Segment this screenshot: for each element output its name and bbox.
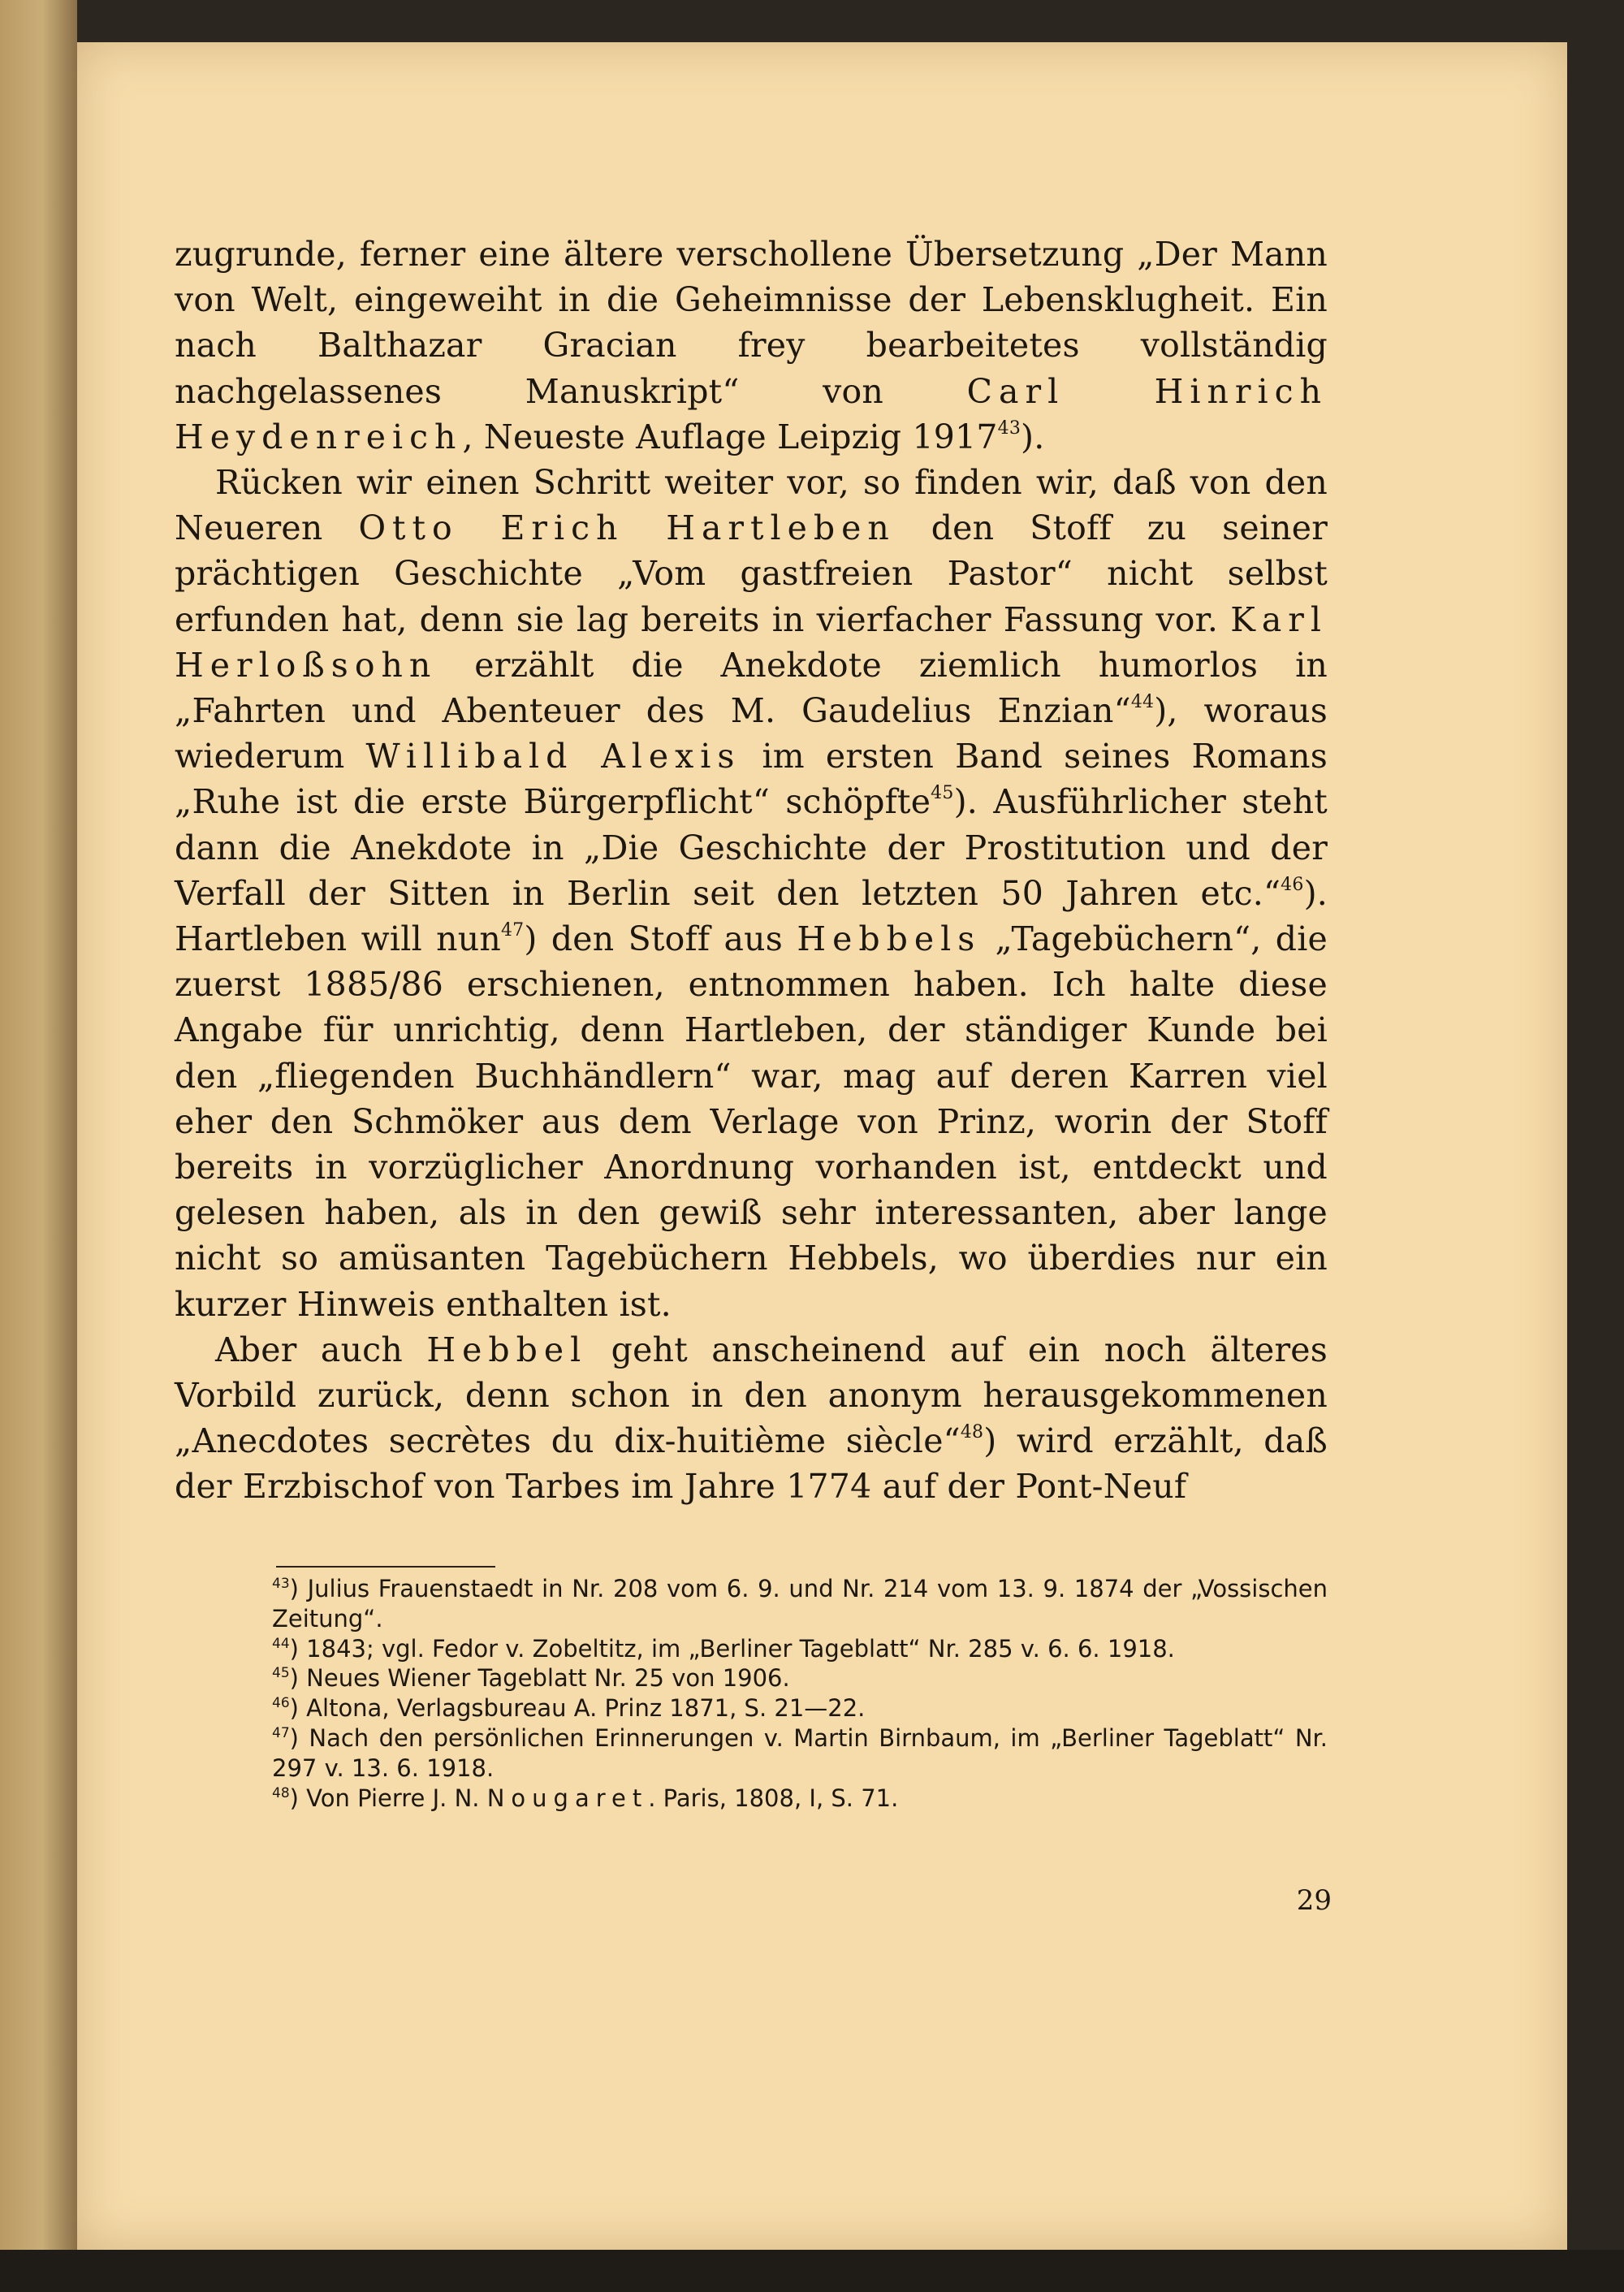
text-run: Rücken wir einen Schritt weiter vor, so finden wir, daß von den Neueren [175,463,1328,548]
footnote-48 [272,1784,1328,1814]
text-run: „Tagebüchern“, die zuerst 1885/86 erschienen, entnommen haben. Ich halte diese Angabe für unrichtig, denn Hartleben, der ständiger Kunde bei den „fliegenden Buchhändlern“ war, mag auf deren Karren viel eher den Schmöker aus dem Verlage von Prinz, worin der Stoff bereits in vorzüglicher Anordnung vorhanden ist, entdeckt und gelesen haben, als in den gewiß sehr interessanten, aber lange nicht so amüsanten Tagebüchern Hebbels, wo überdies nur ein kurzer Hinweis enthalten ist. [175,919,1328,1324]
spaced-name: Otto Erich Hartleben [358,508,896,548]
text-run: den Stoff zu seiner prächtigen Geschichte „Vom gastfreien Pastor“ nicht selbst erfunden hat, denn sie lag bereits in vierfacher Fassung vor. [175,508,1328,639]
footnote-rule [276,1566,495,1568]
footnote-number: 48 [272,1784,290,1801]
scan-bottom-edge [0,2250,1624,2292]
footnote-44 [272,1634,1328,1664]
footnote-reference: 48 [960,1422,984,1443]
footnote-number: 43 [272,1576,290,1592]
text-run: geht anscheinend auf ein noch älteres Vorbild zurück, denn schon in den anonym herausgekommenen „Anecdotes secrètes du dix-huitième siècle“ [175,1330,1328,1461]
spaced-name: Willibald Alexis [365,737,741,776]
footnote-reference: 44 [1130,692,1155,713]
footnote-45 [272,1663,1328,1693]
footnote-reference: 46 [1281,874,1304,895]
text-run: ) Julius Frauenstaedt in Nr. 208 vom 6. 9. und Nr. 214 vom 13. 9. 1874 der „Vossischen Zeitung“. [272,1575,1328,1633]
text-run: ) den Stoff aus [524,919,797,959]
book-binding-edge [0,0,77,2292]
text-run: ). Hartleben will nun [175,873,1328,959]
footnote-reference: 45 [931,783,954,804]
text-run: ). [1021,417,1045,456]
footnote-47 [272,1723,1328,1784]
paragraph-p1 [175,231,1328,460]
text-run: ) Von Pierre J. N. [289,1784,487,1812]
spaced-name: Hebbel [426,1330,588,1369]
footnote-number: 44 [272,1635,290,1652]
page-number: 29 [1296,1884,1332,1917]
text-run: ) Nach den persönlichen Erinnerungen v. Martin Birnbaum, im „Berliner Tageblatt“ Nr. 297 v. 13. 6. 1918. [272,1723,1328,1782]
body-text [175,231,1328,1510]
spaced-name: Karl Herloßsohn [175,599,1328,685]
footnote-reference: 43 [997,417,1021,439]
text-run: ) wird erzählt, daß der Erzbischof von Tarbes im Jahre 1774 auf der Pont-Neuf [175,1421,1328,1507]
spaced-name: Carl Hinrich Heydenreich [175,371,1328,456]
footnote-43 [272,1574,1328,1634]
text-run: ) 1843; vgl. Fedor v. Zobeltitz, im „Berliner Tageblatt“ Nr. 285 v. 6. 6. 1918. [289,1634,1175,1663]
text-run: . Paris, 1808, I, S. 71. [648,1784,899,1812]
text-run: Aber auch [215,1330,427,1369]
spaced-name: Nougaret [486,1784,649,1812]
footnote-number: 47 [272,1724,290,1741]
text-run: ). Ausführlicher steht dann die Anekdote in „Die Geschichte der Prostitution und der Verfall der Sitten in Berlin seit den letzten 50 Jahren etc.“ [175,782,1328,913]
text-run: ) Altona, Verlagsbureau A. Prinz 1871, S. 21—22. [289,1694,866,1723]
paragraph-p3 [175,1327,1328,1510]
text-run: , Neueste Auflage Leipzig 1917 [462,417,998,456]
footnote-number: 45 [272,1665,290,1682]
spaced-name: Hebbels [797,919,982,959]
paragraph-p2 [175,460,1328,1327]
text-run: erzählt die Anekdote ziemlich humorlos in „Fahrten und Abenteuer des M. Gaudelius Enzian“ [175,645,1328,731]
footnote-46 [272,1693,1328,1723]
footnotes [272,1574,1328,1813]
text-run: ), woraus wiederum [175,691,1328,776]
text-run: ) Neues Wiener Tageblatt Nr. 25 von 1906. [289,1664,790,1693]
text-run: im ersten Band seines Romans „Ruhe ist die erste Bürgerpflicht“ schöpfte [175,737,1328,822]
footnote-number: 46 [272,1695,290,1712]
text-run: zugrunde, ferner eine ältere verschollene Übersetzung „Der Mann von Welt, eingeweiht in die Geheimnisse der Lebensklugheit. Ein nach Balthazar Gracian frey bearbeitetes vollständig nachgelassenes Manuskript“ von [175,235,1328,411]
footnote-reference: 47 [500,920,525,941]
